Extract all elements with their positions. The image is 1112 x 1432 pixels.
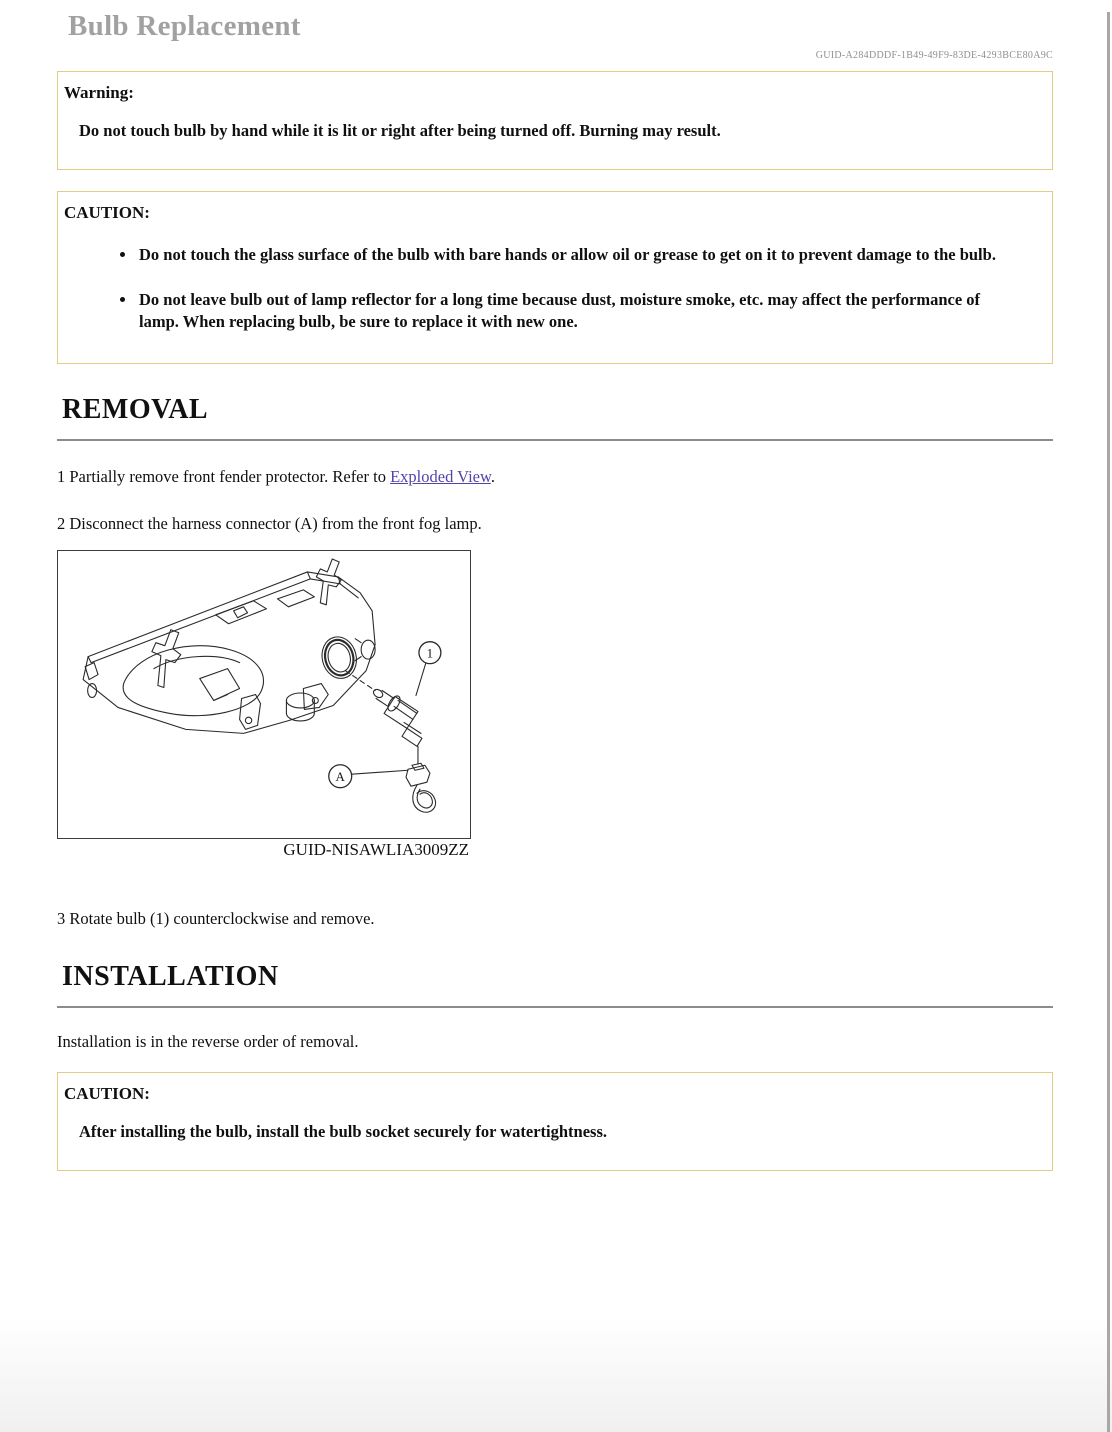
caution-label: CAUTION: — [64, 1084, 150, 1104]
exploded-view-link[interactable]: Exploded View — [390, 466, 491, 486]
installation-text: Installation is in the reverse order of removal. — [57, 1032, 359, 1052]
step-number: 3 — [57, 908, 66, 928]
warning-text: Do not touch bulb by hand while it is lit or right after being turned off. Burning may result. — [79, 121, 721, 140]
step-number: 1 — [57, 466, 66, 486]
caution-label: CAUTION: — [64, 203, 150, 223]
lamp-housing-outline — [83, 572, 375, 733]
page-bottom-fade — [0, 1317, 1112, 1432]
section-divider — [57, 1006, 1053, 1008]
warning-label: Warning: — [64, 83, 134, 102]
callout-label-connector: A — [335, 768, 345, 784]
mounting-tab — [152, 629, 181, 687]
harness-connector — [406, 765, 430, 786]
removal-step-2 — [57, 513, 1053, 534]
document-guid: GUID-A284DDDF-1B49-49F9-83DE-4293BCE80A9C — [815, 50, 1053, 61]
bulb-socket — [384, 696, 418, 728]
reflector-opening — [123, 645, 263, 715]
fog-lamp-diagram — [58, 551, 470, 838]
step-text: Partially remove front fender protector. Refer to — [69, 466, 386, 486]
page-title: Bulb Replacement — [68, 10, 301, 42]
section-divider — [57, 439, 1053, 441]
caution-item: • Do not touch the glass surface of the bulb with bare hands or allow oil or grease to get on it to prevent damage to the bulb. — [137, 244, 1000, 266]
callout-label-bulb: 1 — [426, 645, 434, 661]
step-text-after: . — [490, 466, 495, 486]
scrollbar-track[interactable] — [1107, 12, 1110, 1432]
caution-box-installation — [57, 1072, 1053, 1171]
step-text: Rotate bulb (1) counterclockwise and remove. — [69, 908, 375, 928]
step-number: 2 — [57, 514, 66, 534]
removal-step-3 — [57, 908, 1053, 929]
caution-text: After installing the bulb, install the bulb socket securely for watertightness. — [79, 1122, 608, 1142]
caution-box-removal — [57, 191, 1053, 363]
caution-list — [64, 244, 1000, 332]
caution-item: • Do not leave bulb out of lamp reflector for a long time because dust, moisture smoke, etc. may affect the performance of lamp. When replacing bulb, be sure to replace it with new one. — [137, 289, 1000, 333]
bulb-glass — [372, 687, 384, 698]
removal-step-1 — [57, 466, 1053, 487]
step-text: Disconnect the harness connector (A) from the front fog lamp. — [69, 514, 482, 534]
fog-lamp-figure — [57, 550, 471, 839]
removal-heading: REMOVAL — [62, 393, 209, 425]
installation-heading: INSTALLATION — [62, 961, 279, 993]
figure-caption: GUID-NISAWLIA3009ZZ — [283, 839, 469, 859]
warning-box — [57, 71, 1053, 170]
